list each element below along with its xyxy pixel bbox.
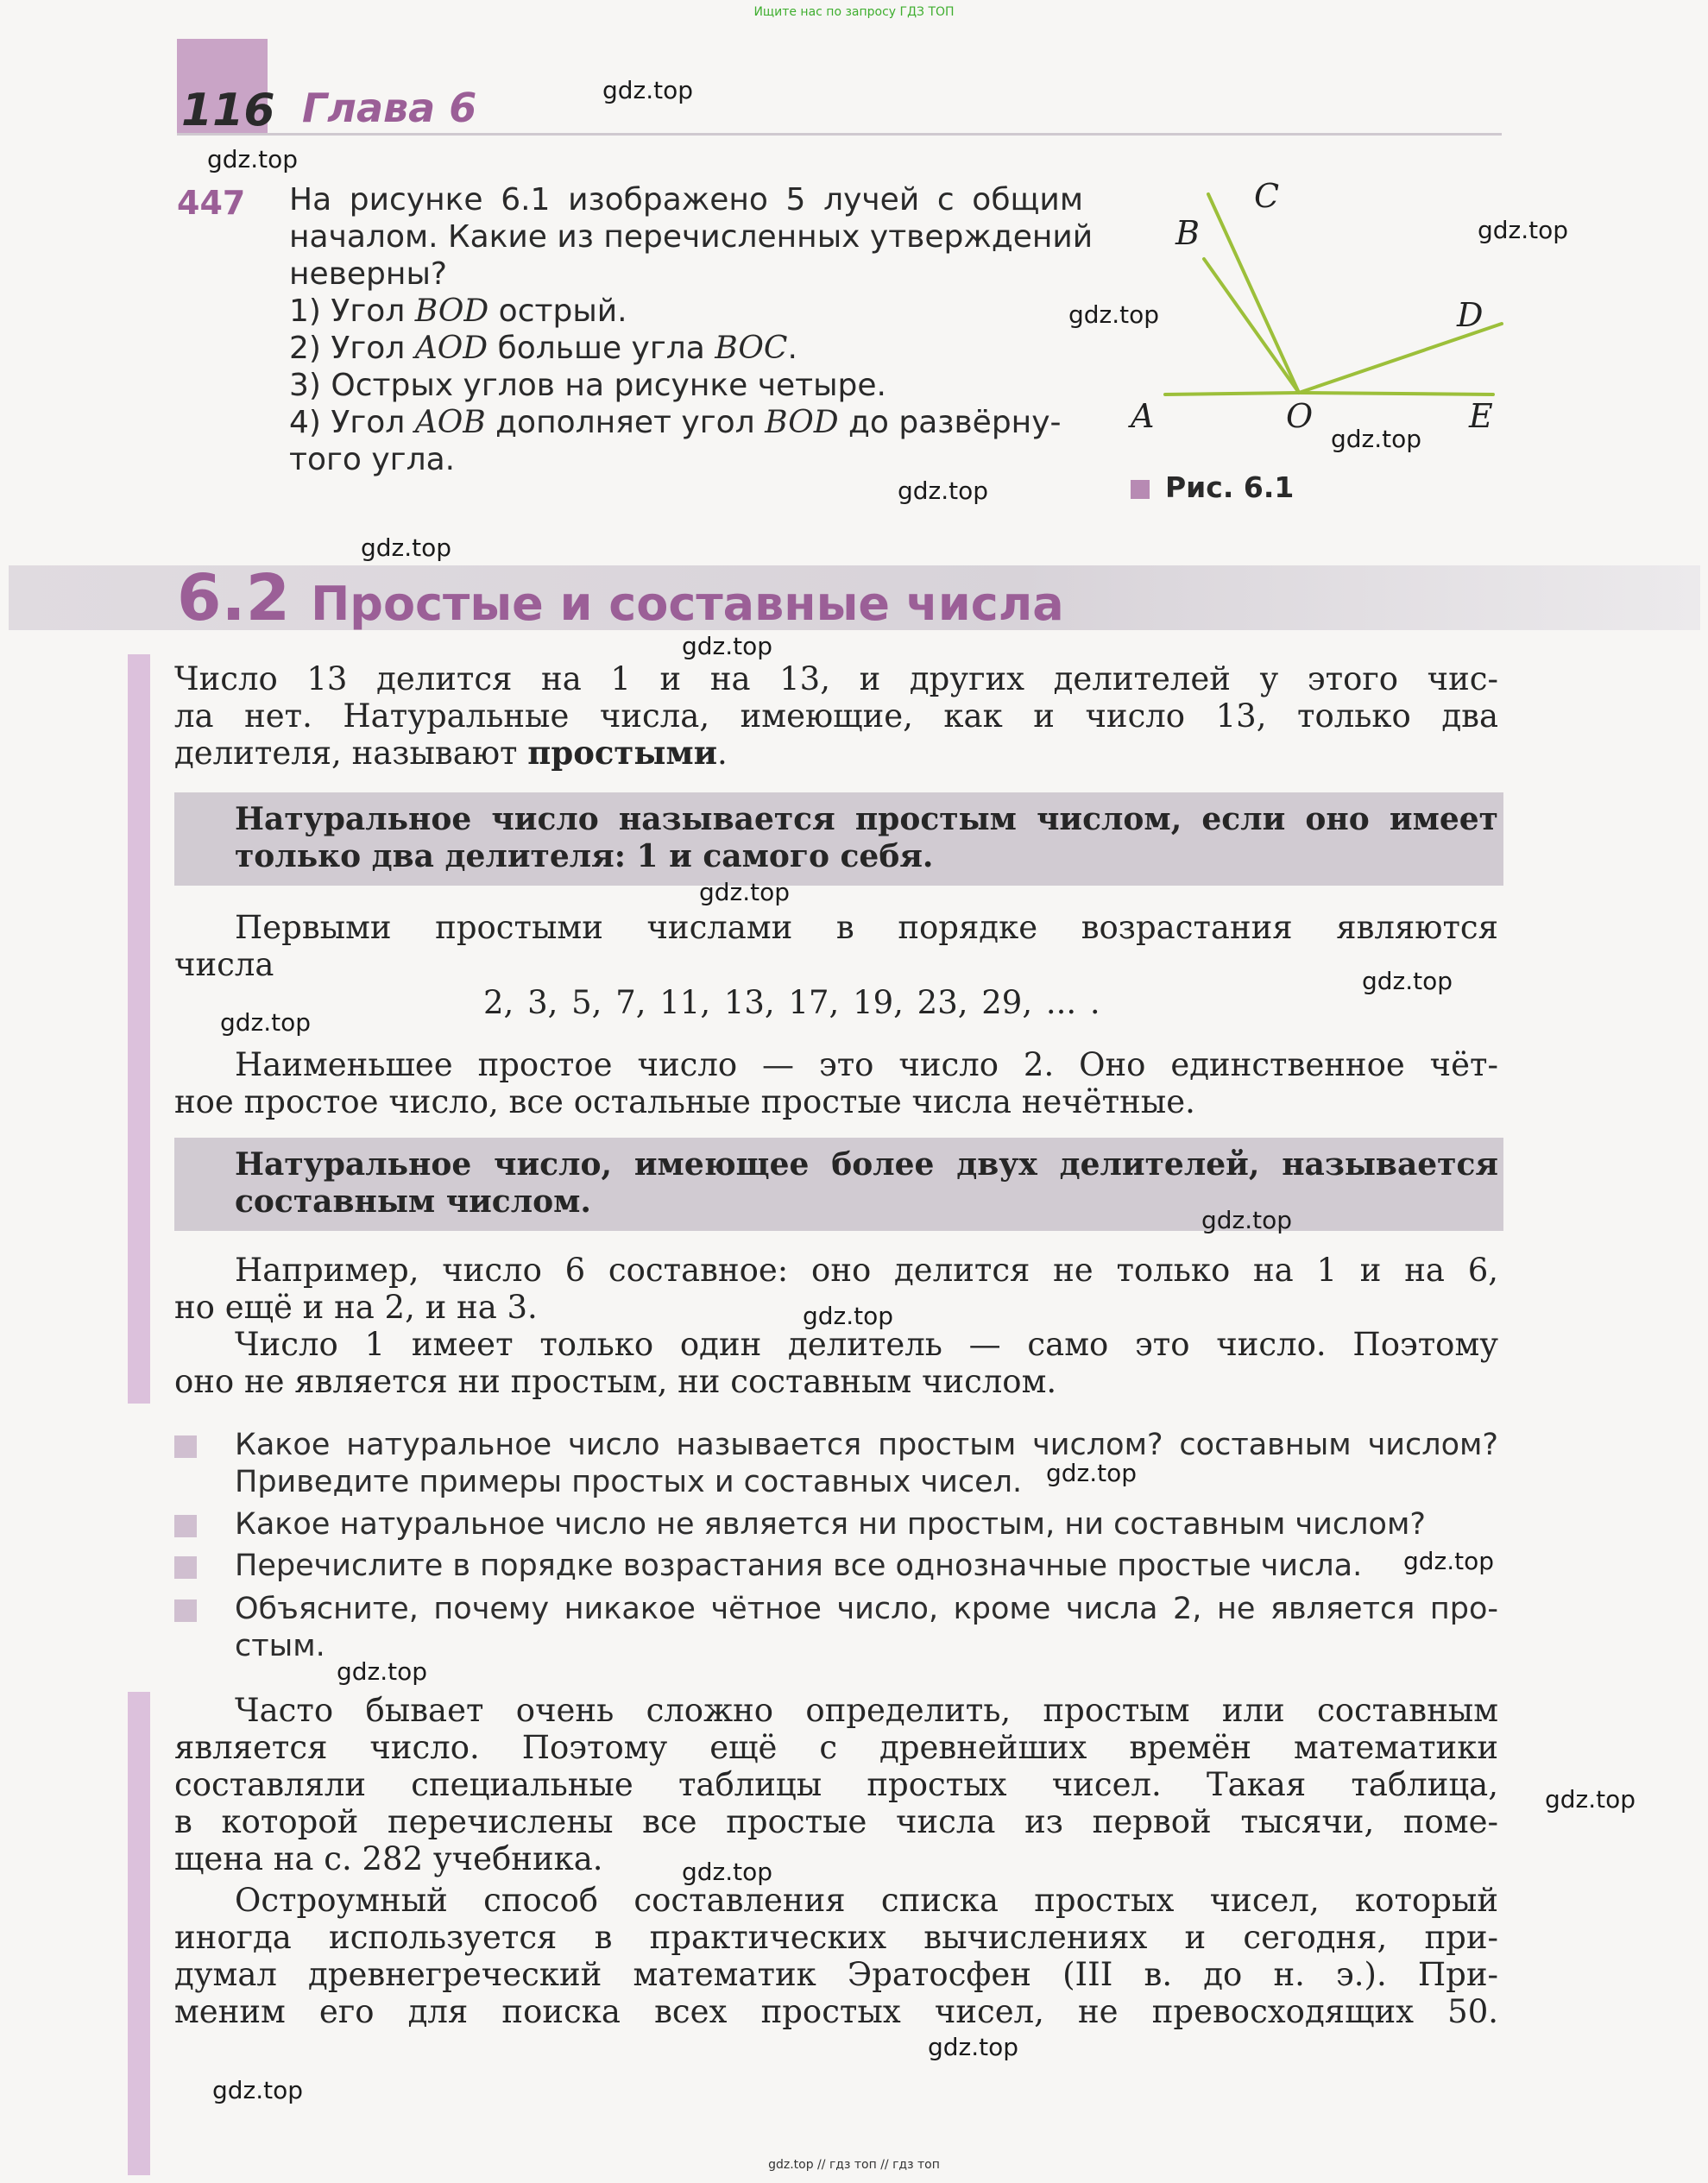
ray-oe xyxy=(1299,393,1493,394)
ray-ob xyxy=(1204,259,1299,393)
header-rule xyxy=(177,133,1502,136)
exercise-item: 4) Угол AOB дополняет угол BOD до развёрну- xyxy=(289,405,1062,440)
question-marker-icon xyxy=(174,1599,197,1622)
label-d: D xyxy=(1457,296,1484,334)
watermark: gdz.top xyxy=(682,632,773,660)
margin-bar xyxy=(128,654,150,1404)
exercise-line: началом. Какие из перечисленных утверждений xyxy=(289,219,1093,255)
top-banner: Ищите нас по запросу ГДЗ ТОП xyxy=(753,5,955,19)
label-e: E xyxy=(1469,397,1493,435)
question-marker-icon xyxy=(174,1435,197,1458)
section-number: 6.2 xyxy=(177,561,291,635)
exercise-item: 2) Угол AOD больше угла BOC. xyxy=(289,331,797,366)
exercise-item: 1) Угол BOD острый. xyxy=(289,293,627,329)
exercise-line: неверны? xyxy=(289,256,447,292)
ray-od xyxy=(1299,324,1502,393)
chapter-title: Глава 6 xyxy=(302,85,477,131)
watermark: gdz.top xyxy=(1362,967,1453,995)
label-b: B xyxy=(1175,214,1200,252)
definition-prime: Натуральное число называется простым числом, если оно имеет только два делителя: 1 и самого себя. xyxy=(235,801,1498,874)
paragraph-4: Например, число 6 составное: оно делится не только на 1 и на 6, но ещё и на 2, и на 3. Число 1 имеет только один делитель — само это число. Поэтому оно не является ни простым, ни составным числом. xyxy=(174,1252,1498,1400)
exercise-text xyxy=(289,181,1093,478)
paragraph-6: Остроумный способ составления списка простых чисел, который иногда используется в практических вычислениях и сегодня, при- думал древнегреческий математик Эратосфен (III в. до н. э.). При- меним его для поиска всех простых чисел, не превосходящих 50. xyxy=(174,1882,1498,2030)
exercise-line: На рисунке 6.1 изображено 5 лучей с общим xyxy=(289,182,1083,218)
question-item: Какое натуральное число называется простым числом? составным числом? Приведите примеры простых и составных чисел. xyxy=(174,1427,1498,1501)
section-title: Простые и составные числа xyxy=(311,577,1064,631)
bottom-banner: gdz.top // гдз топ // гдз топ xyxy=(768,2158,940,2172)
watermark: gdz.top xyxy=(1478,216,1569,244)
question-item: Перечислите в порядке возрастания все однозначные простые числа. xyxy=(174,1548,1498,1585)
watermark: gdz.top xyxy=(220,1008,312,1037)
exercise-item: того угла. xyxy=(289,442,456,477)
page-number: 116 xyxy=(181,85,275,136)
watermark: gdz.top xyxy=(212,2076,304,2104)
paragraph-1: Число 13 делится на 1 и на 13, и других делителей у этого чис- ла нет. Натуральные числа, имеющие, как и число 13, только два делителя, называют простыми. xyxy=(174,660,1498,772)
watermark: gdz.top xyxy=(699,878,791,906)
label-o: O xyxy=(1286,397,1314,435)
watermark: gdz.top xyxy=(207,145,299,174)
ray-oa xyxy=(1165,393,1299,394)
watermark: gdz.top xyxy=(928,2033,1019,2061)
watermark: gdz.top xyxy=(361,533,452,562)
watermark: gdz.top xyxy=(682,1858,773,1886)
exercise-item: 3) Острых углов на рисунке четыре. xyxy=(289,368,886,403)
question-item: Объясните, почему никакое чётное число, кроме числа 2, не является про- стым. xyxy=(174,1591,1498,1665)
watermark: gdz.top xyxy=(1331,425,1422,453)
watermark: gdz.top xyxy=(898,476,989,505)
watermark: gdz.top xyxy=(1068,300,1160,329)
label-c: C xyxy=(1254,177,1280,215)
exercise-number: 447 xyxy=(177,184,246,222)
question-marker-icon xyxy=(174,1515,197,1537)
paragraph-3: Наименьшее простое число — это число 2. Оно единственное чёт- ное простое число, все остальные простые числа нечётные. xyxy=(174,1046,1498,1120)
definition-composite: Натуральное число, имеющее более двух делителей, называется составным числом. xyxy=(235,1146,1498,1220)
question-marker-icon xyxy=(174,1556,197,1579)
figure-caption: Рис. 6.1 xyxy=(1131,470,1294,504)
paragraph-2: Первыми простыми числами в порядке возрастания являются числа xyxy=(174,909,1498,983)
caption-marker-icon xyxy=(1131,480,1150,499)
section-heading xyxy=(177,561,1064,635)
paragraph-5: Часто бывает очень сложно определить, простым или составным является число. Поэтому ещё с древнейших времён математики составляли специальные таблицы простых чисел. Такая таблица, в которой перечислены все простые числа из первой тысячи, поме- щена на с. 282 учебника. xyxy=(174,1692,1498,1877)
primes-list: 2, 3, 5, 7, 11, 13, 17, 19, 23, 29, ... . xyxy=(483,984,1100,1021)
margin-bar xyxy=(128,1692,150,2175)
watermark: gdz.top xyxy=(803,1302,894,1330)
question-item: Какое натуральное число не является ни простым, ни составным числом? xyxy=(174,1506,1498,1543)
watermark: gdz.top xyxy=(1046,1459,1138,1487)
watermark: gdz.top xyxy=(602,76,694,104)
watermark: gdz.top xyxy=(1201,1206,1293,1234)
watermark: gdz.top xyxy=(337,1657,428,1686)
label-a: A xyxy=(1131,397,1155,435)
ray-oc xyxy=(1208,194,1299,393)
figure-rays xyxy=(1113,168,1528,453)
watermark: gdz.top xyxy=(1403,1547,1495,1575)
watermark: gdz.top xyxy=(1545,1785,1636,1814)
